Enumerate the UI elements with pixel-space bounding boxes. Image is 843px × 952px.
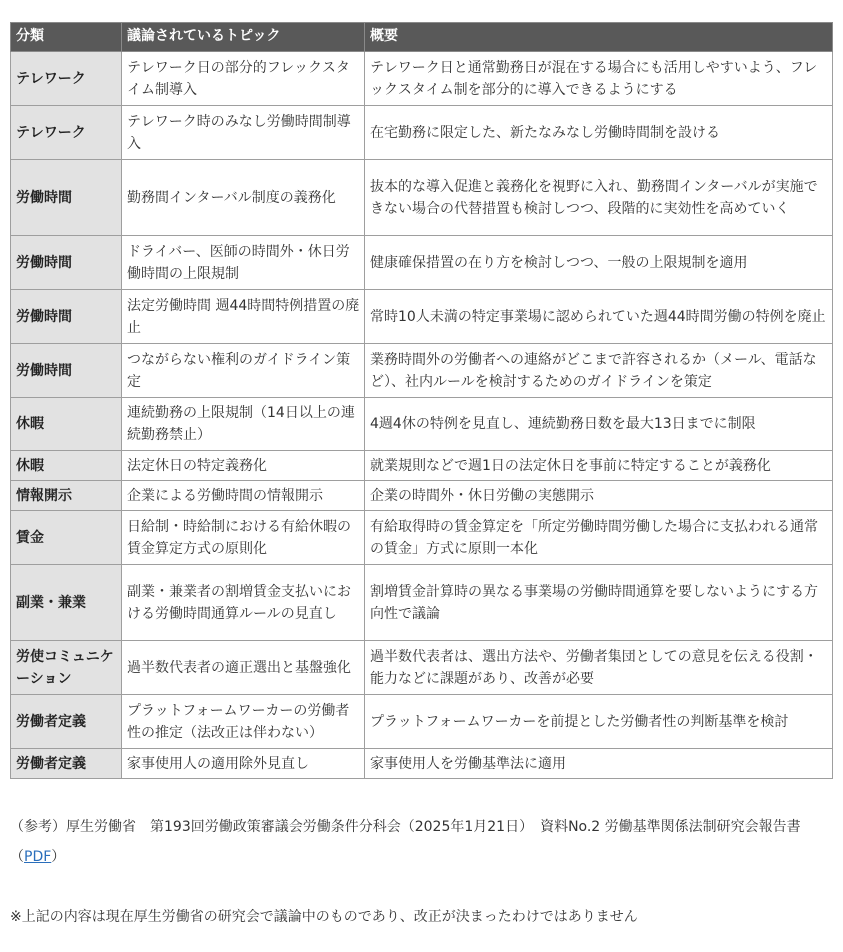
table-row (11, 344, 833, 398)
row-category: テレワーク (11, 106, 122, 160)
row-topic: 家事使用人の適用除外見直し (122, 749, 365, 779)
row-summary: 健康確保措置の在り方を検討しつつ、一般の上限規制を適用 (365, 236, 833, 290)
row-topic: 勤務間インターバル制度の義務化 (122, 160, 365, 236)
row-category: 労働時間 (11, 160, 122, 236)
row-summary: 常時10人未満の特定事業場に認められていた週44時間労働の特例を廃止 (365, 290, 833, 344)
row-category: 労使コミュニケーション (11, 641, 122, 695)
row-topic: 副業・兼業者の割増賃金支払いにおける労働時間通算ルールの見直し (122, 565, 365, 641)
row-category: 副業・兼業 (11, 565, 122, 641)
row-category: 休暇 (11, 451, 122, 481)
table-row (11, 641, 833, 695)
row-summary: 4週4休の特例を見直し、連続勤務日数を最大13日までに制限 (365, 398, 833, 451)
row-category: 情報開示 (11, 481, 122, 511)
row-category: 労働者定義 (11, 695, 122, 749)
pdf-link-close-paren: ） (51, 849, 66, 865)
row-summary: プラットフォームワーカーを前提とした労働者性の判断基準を検討 (365, 695, 833, 749)
reference-text: （参考）厚生労働省 第193回労働政策審議会労働条件分科会（2025年1月21日） 資料No.2 労働基準関係法制研究会報告書 (10, 819, 801, 835)
table-row (11, 398, 833, 451)
table-row (11, 481, 833, 511)
row-topic: 日給制・時給制における有給休暇の賃金算定方式の原則化 (122, 511, 365, 565)
header-category: 分類 (11, 23, 122, 52)
row-topic: つながらない権利のガイドライン策定 (122, 344, 365, 398)
row-topic: プラットフォームワーカーの労働者性の推定（法改正は伴わない） (122, 695, 365, 749)
row-summary: 家事使用人を労働基準法に適用 (365, 749, 833, 779)
row-category: 労働時間 (11, 344, 122, 398)
disclaimer-note: ※上記の内容は現在厚生労働省の研究会で議論中のものであり、改正が決まったわけではありません (10, 909, 638, 925)
row-summary: 就業規則などで週1日の法定休日を事前に特定することが義務化 (365, 451, 833, 481)
pdf-link-open-paren: （ (10, 849, 24, 865)
row-category: テレワーク (11, 52, 122, 106)
row-topic: 過半数代表者の適正選出と基盤強化 (122, 641, 365, 695)
reference-note (10, 812, 832, 872)
row-topic: 企業による労働時間の情報開示 (122, 481, 365, 511)
row-category: 賃金 (11, 511, 122, 565)
row-summary: 有給取得時の賃金算定を「所定労働時間労働した場合に支払われる通常の賃金」方式に原則一本化 (365, 511, 833, 565)
row-topic: テレワーク日の部分的フレックスタイム制導入 (122, 52, 365, 106)
row-topic: 法定労働時間 週44時間特例措置の廃止 (122, 290, 365, 344)
row-summary: 在宅勤務に限定した、新たなみなし労働時間制を設ける (365, 106, 833, 160)
table-row (11, 52, 833, 106)
row-summary: 業務時間外の労働者への連絡がどこまで許容されるか（メール、電話など）、社内ルールを検討するためのガイドラインを策定 (365, 344, 833, 398)
row-category: 労働者定義 (11, 749, 122, 779)
row-topic: 連続勤務の上限規制（14日以上の連続勤務禁止） (122, 398, 365, 451)
row-summary: テレワーク日と通常勤務日が混在する場合にも活用しやすいよう、フレックスタイム制を部分的に導入できるようにする (365, 52, 833, 106)
table-row (11, 511, 833, 565)
row-topic: テレワーク時のみなし労働時間制導入 (122, 106, 365, 160)
pdf-link[interactable]: PDF (24, 849, 52, 865)
table-row (11, 565, 833, 641)
row-topic: 法定休日の特定義務化 (122, 451, 365, 481)
table-row (11, 290, 833, 344)
table-row (11, 236, 833, 290)
row-category: 労働時間 (11, 290, 122, 344)
row-category: 労働時間 (11, 236, 122, 290)
labor-law-topics-table (10, 22, 833, 779)
header-summary: 概要 (365, 23, 833, 52)
table-header-row (11, 23, 833, 52)
row-summary: 過半数代表者は、選出方法や、労働者集団としての意見を伝える役割・能力などに課題があり、改善が必要 (365, 641, 833, 695)
row-summary: 抜本的な導入促進と義務化を視野に入れ、勤務間インターバルが実施できない場合の代替措置も検討しつつ、段階的に実効性を高めていく (365, 160, 833, 236)
header-topic: 議論されているトピック (122, 23, 365, 52)
row-summary: 割増賃金計算時の異なる事業場の労働時間通算を要しないようにする方向性で議論 (365, 565, 833, 641)
table-row (11, 749, 833, 779)
table-row (11, 160, 833, 236)
table-row (11, 695, 833, 749)
table-row (11, 451, 833, 481)
table-row (11, 106, 833, 160)
row-summary: 企業の時間外・休日労働の実態開示 (365, 481, 833, 511)
row-topic: ドライバー、医師の時間外・休日労働時間の上限規制 (122, 236, 365, 290)
row-category: 休暇 (11, 398, 122, 451)
